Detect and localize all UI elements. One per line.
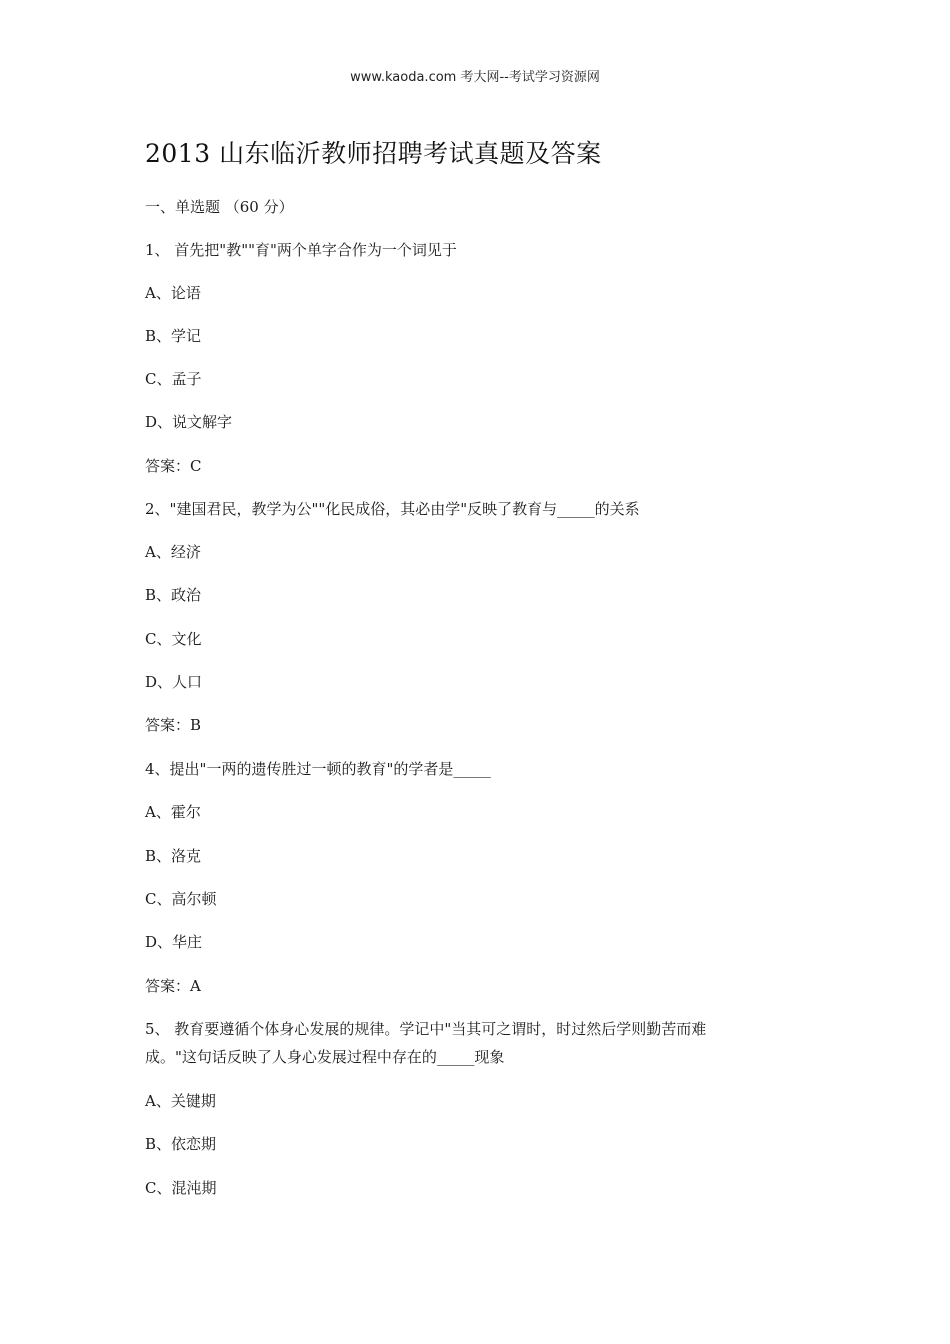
section-heading: 一、单选题 （60 分） [145, 198, 294, 216]
question-4-option-b: B、洛克 [145, 847, 202, 865]
question-1-option-c: C、孟子 [145, 370, 202, 388]
question-5-option-c: C、混沌期 [145, 1179, 217, 1197]
question-2-answer: 答案：B [145, 716, 202, 734]
question-5-stem-line-2: 成。"这句话反映了人身心发展过程中存在的_____现象 [145, 1048, 505, 1066]
page-header: www.kaoda.com 考大网--考试学习资源网 [350, 70, 600, 85]
question-1-option-d: D、说文解字 [145, 413, 233, 431]
question-2-option-d: D、人口 [145, 673, 203, 691]
question-4-option-d: D、华庄 [145, 933, 203, 951]
question-2-option-a: A、经济 [145, 543, 201, 561]
question-5-option-b: B、依恋期 [145, 1135, 217, 1153]
question-1-option-a: A、论语 [145, 284, 201, 302]
question-5-option-a: A、关键期 [145, 1092, 216, 1110]
question-4-stem: 4、提出"一两的遗传胜过一顿的教育"的学者是_____ [145, 760, 491, 778]
question-4-answer: 答案：A [145, 977, 201, 995]
question-2-option-c: C、文化 [145, 630, 202, 648]
question-1-option-b: B、学记 [145, 327, 202, 345]
question-4-option-c: C、高尔顿 [145, 890, 217, 908]
question-2-option-b: B、政治 [145, 586, 202, 604]
question-1-stem: 1、 首先把"教""育"两个单字合作为一个词见于 [145, 241, 457, 259]
page-title: 2013 山东临沂教师招聘考试真题及答案 [145, 139, 602, 168]
question-2-stem: 2、"建国君民，教学为公""化民成俗，其必由学"反映了教育与_____的关系 [145, 500, 640, 518]
question-1-answer: 答案：C [145, 457, 202, 475]
question-4-option-a: A、霍尔 [145, 803, 201, 821]
question-5-stem-line-1: 5、 教育要遵循个体身心发展的规律。学记中"当其可之谓时，时过然后学则勤苦而难 [145, 1020, 707, 1038]
